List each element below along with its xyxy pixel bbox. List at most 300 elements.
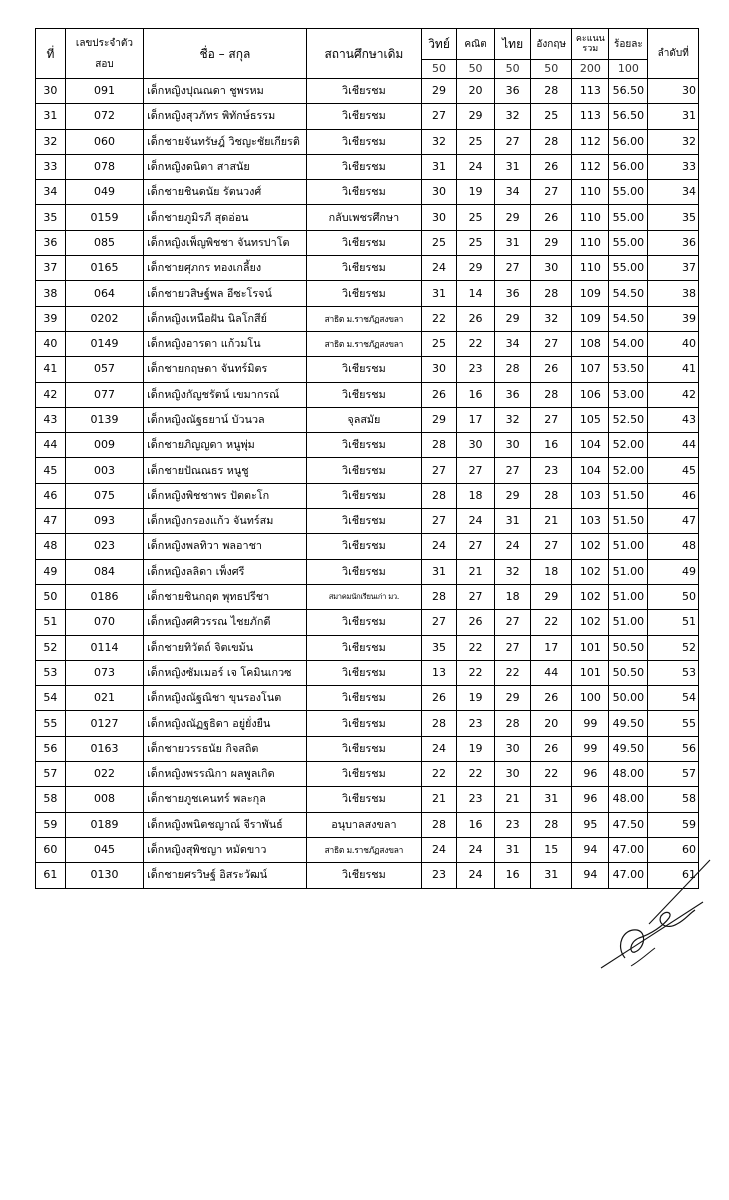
table-row (36, 787, 699, 812)
cell-name: เด็กหญิงศศิวรรณ ไชยภักดี (144, 610, 307, 635)
header-rank: ลำดับที่ (648, 29, 699, 79)
cell-no: 50 (36, 584, 66, 609)
cell-thai: 24 (495, 534, 531, 559)
cell-school: วิเชียรชม (306, 154, 421, 179)
cell-exam-id: 0114 (65, 635, 143, 660)
cell-total: 102 (572, 559, 609, 584)
cell-thai: 27 (495, 256, 531, 281)
cell-no: 45 (36, 458, 66, 483)
cell-percent: 51.00 (609, 610, 648, 635)
cell-rank: 37 (648, 256, 699, 281)
header-math: คณิต (457, 29, 495, 60)
cell-exam-id: 0139 (65, 407, 143, 432)
cell-name: เด็กหญิงณัฐณิชา ขุนรองโนต (144, 686, 307, 711)
cell-name: เด็กหญิงสุวภัทร พิทักษ์ธรรม (144, 104, 307, 129)
cell-english: 22 (531, 762, 572, 787)
cell-exam-id: 009 (65, 433, 143, 458)
cell-rank: 36 (648, 230, 699, 255)
cell-total: 96 (572, 762, 609, 787)
cell-rank: 42 (648, 382, 699, 407)
cell-thai: 30 (495, 433, 531, 458)
cell-science: 24 (422, 736, 457, 761)
cell-english: 31 (531, 787, 572, 812)
cell-total: 106 (572, 382, 609, 407)
cell-math: 16 (457, 812, 495, 837)
cell-name: เด็กชายชินดนัย รัตนวงศ์ (144, 180, 307, 205)
cell-english: 26 (531, 736, 572, 761)
cell-science: 28 (422, 483, 457, 508)
cell-science: 13 (422, 660, 457, 685)
cell-science: 25 (422, 230, 457, 255)
table-row (36, 129, 699, 154)
cell-math: 25 (457, 129, 495, 154)
cell-no: 35 (36, 205, 66, 230)
cell-exam-id: 0165 (65, 256, 143, 281)
cell-english: 30 (531, 256, 572, 281)
header-exam-id (65, 29, 143, 79)
cell-name: เด็กหญิงซัมเมอร์ เจ โคมินเกวซ (144, 660, 307, 685)
cell-rank: 56 (648, 736, 699, 761)
cell-no: 54 (36, 686, 66, 711)
cell-percent: 55.00 (609, 230, 648, 255)
table-row (36, 686, 699, 711)
cell-name: เด็กหญิงลลิดา เพ็งศรี (144, 559, 307, 584)
cell-no: 41 (36, 357, 66, 382)
cell-total: 109 (572, 306, 609, 331)
cell-total: 102 (572, 610, 609, 635)
cell-science: 29 (422, 79, 457, 104)
cell-school: วิเชียรชม (306, 509, 421, 534)
cell-total: 110 (572, 180, 609, 205)
cell-percent: 54.50 (609, 281, 648, 306)
cell-math: 30 (457, 433, 495, 458)
cell-total: 112 (572, 154, 609, 179)
cell-thai: 34 (495, 331, 531, 356)
cell-name: เด็กหญิงปุณณดา ชูพรหม (144, 79, 307, 104)
cell-math: 26 (457, 610, 495, 635)
cell-exam-id: 049 (65, 180, 143, 205)
cell-exam-id: 091 (65, 79, 143, 104)
cell-thai: 28 (495, 357, 531, 382)
cell-name: เด็กชายชินกฤต พุทธปรีชา (144, 584, 307, 609)
cell-school: วิเชียรชม (306, 483, 421, 508)
cell-english: 28 (531, 79, 572, 104)
cell-percent: 53.00 (609, 382, 648, 407)
cell-total: 99 (572, 711, 609, 736)
cell-science: 31 (422, 281, 457, 306)
cell-exam-id: 064 (65, 281, 143, 306)
cell-no: 37 (36, 256, 66, 281)
max-percent: 100 (609, 60, 648, 79)
cell-science: 26 (422, 382, 457, 407)
cell-total: 99 (572, 736, 609, 761)
cell-english: 28 (531, 812, 572, 837)
cell-name: เด็กชายภูชเคนทร์ พละกุล (144, 787, 307, 812)
table-row (36, 331, 699, 356)
cell-thai: 30 (495, 736, 531, 761)
cell-percent: 48.00 (609, 787, 648, 812)
cell-percent: 52.00 (609, 458, 648, 483)
cell-total: 107 (572, 357, 609, 382)
cell-thai: 36 (495, 382, 531, 407)
cell-school: วิเชียรชม (306, 458, 421, 483)
cell-science: 24 (422, 534, 457, 559)
table-row (36, 382, 699, 407)
cell-no: 47 (36, 509, 66, 534)
cell-rank: 44 (648, 433, 699, 458)
cell-science: 25 (422, 331, 457, 356)
table-row (36, 863, 699, 888)
cell-no: 38 (36, 281, 66, 306)
cell-thai: 16 (495, 863, 531, 888)
cell-math: 24 (457, 154, 495, 179)
cell-rank: 45 (648, 458, 699, 483)
cell-exam-id: 073 (65, 660, 143, 685)
cell-total: 94 (572, 837, 609, 862)
cell-thai: 27 (495, 129, 531, 154)
cell-rank: 51 (648, 610, 699, 635)
cell-math: 19 (457, 180, 495, 205)
cell-percent: 47.00 (609, 863, 648, 888)
cell-exam-id: 021 (65, 686, 143, 711)
cell-name: เด็กชายทิวัตถ์ จิตเขม้น (144, 635, 307, 660)
table-row (36, 205, 699, 230)
cell-science: 27 (422, 509, 457, 534)
cell-math: 19 (457, 736, 495, 761)
header-exam-id-line2: สอบ (95, 58, 114, 70)
table-row (36, 281, 699, 306)
cell-math: 20 (457, 79, 495, 104)
header-percent: ร้อยละ (609, 29, 648, 60)
cell-name: เด็กหญิงพลทิวา พลอาชา (144, 534, 307, 559)
cell-english: 27 (531, 180, 572, 205)
cell-school: วิเชียรชม (306, 635, 421, 660)
cell-exam-id: 0149 (65, 331, 143, 356)
cell-name: เด็กชายวสิษฐ์พล อีซะโรจน์ (144, 281, 307, 306)
cell-percent: 47.50 (609, 812, 648, 837)
cell-total: 101 (572, 660, 609, 685)
cell-exam-id: 0127 (65, 711, 143, 736)
cell-thai: 27 (495, 610, 531, 635)
cell-thai: 31 (495, 837, 531, 862)
cell-exam-id: 023 (65, 534, 143, 559)
table-row (36, 407, 699, 432)
cell-school: กลับเพชรศึกษา (306, 205, 421, 230)
cell-math: 22 (457, 762, 495, 787)
cell-science: 22 (422, 762, 457, 787)
header-exam-id-line1: เลขประจำตัว (75, 37, 133, 49)
cell-school: วิเชียรชม (306, 559, 421, 584)
cell-total: 95 (572, 812, 609, 837)
cell-math: 25 (457, 205, 495, 230)
cell-school: สาธิต ม.ราชภัฏสงขลา (306, 331, 421, 356)
table-row (36, 559, 699, 584)
cell-thai: 32 (495, 559, 531, 584)
cell-science: 30 (422, 180, 457, 205)
cell-total: 102 (572, 584, 609, 609)
header-school: สถานศึกษาเดิม (306, 29, 421, 79)
cell-rank: 41 (648, 357, 699, 382)
cell-rank: 53 (648, 660, 699, 685)
cell-no: 34 (36, 180, 66, 205)
cell-exam-id: 045 (65, 837, 143, 862)
table-row (36, 483, 699, 508)
header-english: อังกฤษ (531, 29, 572, 60)
cell-science: 21 (422, 787, 457, 812)
cell-total: 109 (572, 281, 609, 306)
cell-math: 17 (457, 407, 495, 432)
cell-math: 22 (457, 660, 495, 685)
cell-science: 30 (422, 357, 457, 382)
cell-no: 31 (36, 104, 66, 129)
cell-rank: 49 (648, 559, 699, 584)
cell-math: 24 (457, 863, 495, 888)
cell-percent: 51.00 (609, 534, 648, 559)
cell-total: 96 (572, 787, 609, 812)
cell-science: 30 (422, 205, 457, 230)
table-row (36, 256, 699, 281)
cell-total: 100 (572, 686, 609, 711)
cell-no: 44 (36, 433, 66, 458)
table-header (36, 29, 699, 79)
cell-school: วิเชียรชม (306, 104, 421, 129)
cell-science: 29 (422, 407, 457, 432)
cell-rank: 61 (648, 863, 699, 888)
cell-english: 26 (531, 154, 572, 179)
cell-english: 18 (531, 559, 572, 584)
cell-rank: 38 (648, 281, 699, 306)
cell-name: เด็กหญิงพรรณิกา ผลพูลเกิด (144, 762, 307, 787)
cell-school: วิเชียรชม (306, 79, 421, 104)
cell-thai: 21 (495, 787, 531, 812)
cell-name: เด็กชายกฤษดา จันทร์มิตร (144, 357, 307, 382)
cell-percent: 56.50 (609, 104, 648, 129)
cell-math: 16 (457, 382, 495, 407)
cell-school: อนุบาลสงขลา (306, 812, 421, 837)
cell-no: 56 (36, 736, 66, 761)
cell-thai: 34 (495, 180, 531, 205)
cell-science: 24 (422, 256, 457, 281)
cell-total: 104 (572, 433, 609, 458)
cell-math: 23 (457, 357, 495, 382)
max-science: 50 (422, 60, 457, 79)
cell-thai: 36 (495, 79, 531, 104)
cell-exam-id: 093 (65, 509, 143, 534)
cell-rank: 46 (648, 483, 699, 508)
table-row (36, 584, 699, 609)
cell-no: 57 (36, 762, 66, 787)
cell-rank: 33 (648, 154, 699, 179)
cell-science: 27 (422, 104, 457, 129)
cell-total: 112 (572, 129, 609, 154)
cell-no: 58 (36, 787, 66, 812)
cell-thai: 29 (495, 205, 531, 230)
cell-school: วิเชียรชม (306, 230, 421, 255)
cell-exam-id: 0202 (65, 306, 143, 331)
cell-school: วิเชียรชม (306, 433, 421, 458)
cell-school: วิเชียรชม (306, 762, 421, 787)
cell-total: 113 (572, 104, 609, 129)
cell-thai: 28 (495, 711, 531, 736)
cell-rank: 48 (648, 534, 699, 559)
cell-thai: 31 (495, 509, 531, 534)
header-total (572, 29, 609, 60)
cell-english: 27 (531, 407, 572, 432)
max-total: 200 (572, 60, 609, 79)
cell-name: เด็กหญิงพิชชาพร ปัตตะโก (144, 483, 307, 508)
cell-no: 39 (36, 306, 66, 331)
cell-math: 22 (457, 635, 495, 660)
cell-math: 25 (457, 230, 495, 255)
cell-name: เด็กชายปัณณธร หนูชู (144, 458, 307, 483)
cell-name: เด็กหญิงเพ็ญพิชชา จันทรปาโต (144, 230, 307, 255)
cell-math: 26 (457, 306, 495, 331)
cell-rank: 32 (648, 129, 699, 154)
cell-percent: 51.50 (609, 509, 648, 534)
cell-english: 29 (531, 584, 572, 609)
cell-thai: 30 (495, 762, 531, 787)
cell-english: 17 (531, 635, 572, 660)
table-row (36, 306, 699, 331)
cell-rank: 34 (648, 180, 699, 205)
cell-thai: 29 (495, 686, 531, 711)
cell-rank: 35 (648, 205, 699, 230)
cell-math: 14 (457, 281, 495, 306)
cell-english: 29 (531, 230, 572, 255)
max-english: 50 (531, 60, 572, 79)
cell-school: วิเชียรชม (306, 357, 421, 382)
cell-no: 59 (36, 812, 66, 837)
cell-science: 28 (422, 812, 457, 837)
cell-exam-id: 0163 (65, 736, 143, 761)
cell-english: 26 (531, 205, 572, 230)
cell-english: 28 (531, 382, 572, 407)
cell-thai: 29 (495, 483, 531, 508)
cell-school: สาธิต ม.ราชภัฏสงขลา (306, 837, 421, 862)
results-sheet (35, 28, 699, 889)
cell-total: 103 (572, 509, 609, 534)
cell-rank: 52 (648, 635, 699, 660)
cell-name: เด็กหญิงเหนือฝัน นิลโกสีย์ (144, 306, 307, 331)
cell-math: 22 (457, 331, 495, 356)
header-total-line1: คะแนน (575, 34, 605, 44)
cell-percent: 47.00 (609, 837, 648, 862)
cell-school: วิเชียรชม (306, 736, 421, 761)
cell-percent: 50.50 (609, 660, 648, 685)
cell-no: 53 (36, 660, 66, 685)
cell-rank: 30 (648, 79, 699, 104)
cell-school: สมาคมนักเรียนเก่า มว. (306, 584, 421, 609)
cell-rank: 39 (648, 306, 699, 331)
cell-science: 28 (422, 711, 457, 736)
cell-exam-id: 057 (65, 357, 143, 382)
cell-percent: 55.00 (609, 256, 648, 281)
cell-no: 49 (36, 559, 66, 584)
cell-rank: 40 (648, 331, 699, 356)
cell-percent: 53.50 (609, 357, 648, 382)
cell-no: 55 (36, 711, 66, 736)
cell-math: 19 (457, 686, 495, 711)
table-row (36, 230, 699, 255)
cell-exam-id: 060 (65, 129, 143, 154)
cell-no: 36 (36, 230, 66, 255)
cell-total: 102 (572, 534, 609, 559)
cell-no: 51 (36, 610, 66, 635)
cell-school: จุลสมัย (306, 407, 421, 432)
cell-percent: 52.50 (609, 407, 648, 432)
cell-thai: 23 (495, 812, 531, 837)
cell-percent: 54.50 (609, 306, 648, 331)
table-row (36, 79, 699, 104)
cell-exam-id: 0130 (65, 863, 143, 888)
cell-english: 15 (531, 837, 572, 862)
cell-rank: 54 (648, 686, 699, 711)
cell-thai: 36 (495, 281, 531, 306)
table-body (36, 79, 699, 889)
cell-math: 23 (457, 787, 495, 812)
cell-name: เด็กหญิงอารดา แก้วมโน (144, 331, 307, 356)
cell-name: เด็กชายศุภกร ทองเกลี้ยง (144, 256, 307, 281)
table-row (36, 357, 699, 382)
cell-math: 29 (457, 104, 495, 129)
cell-rank: 43 (648, 407, 699, 432)
cell-percent: 54.00 (609, 331, 648, 356)
cell-no: 43 (36, 407, 66, 432)
cell-school: วิเชียรชม (306, 281, 421, 306)
cell-exam-id: 070 (65, 610, 143, 635)
header-total-line2: รวม (582, 44, 599, 54)
cell-percent: 55.00 (609, 205, 648, 230)
cell-exam-id: 0186 (65, 584, 143, 609)
table-row (36, 458, 699, 483)
cell-math: 29 (457, 256, 495, 281)
cell-no: 61 (36, 863, 66, 888)
cell-total: 110 (572, 256, 609, 281)
table-row (36, 433, 699, 458)
cell-name: เด็กหญิงพนิตชญาณ์ จีราพันธ์ (144, 812, 307, 837)
cell-science: 26 (422, 686, 457, 711)
cell-total: 110 (572, 205, 609, 230)
cell-math: 23 (457, 711, 495, 736)
header-name: ชื่อ – สกุล (144, 29, 307, 79)
cell-math: 27 (457, 534, 495, 559)
cell-science: 31 (422, 154, 457, 179)
cell-english: 22 (531, 610, 572, 635)
table-row (36, 610, 699, 635)
cell-thai: 31 (495, 154, 531, 179)
cell-math: 24 (457, 837, 495, 862)
cell-school: วิเชียรชม (306, 686, 421, 711)
max-thai: 50 (495, 60, 531, 79)
cell-thai: 27 (495, 635, 531, 660)
cell-no: 48 (36, 534, 66, 559)
cell-exam-id: 075 (65, 483, 143, 508)
cell-percent: 51.00 (609, 559, 648, 584)
cell-percent: 50.00 (609, 686, 648, 711)
cell-total: 110 (572, 230, 609, 255)
cell-science: 27 (422, 610, 457, 635)
cell-math: 24 (457, 509, 495, 534)
cell-school: วิเชียรชม (306, 711, 421, 736)
table-row (36, 534, 699, 559)
cell-name: เด็กหญิงณัฐธยาน์ บัวนวล (144, 407, 307, 432)
cell-exam-id: 008 (65, 787, 143, 812)
cell-name: เด็กชายภิญญดา หนูพุ่ม (144, 433, 307, 458)
cell-percent: 48.00 (609, 762, 648, 787)
cell-english: 21 (531, 509, 572, 534)
cell-science: 28 (422, 433, 457, 458)
cell-english: 27 (531, 534, 572, 559)
